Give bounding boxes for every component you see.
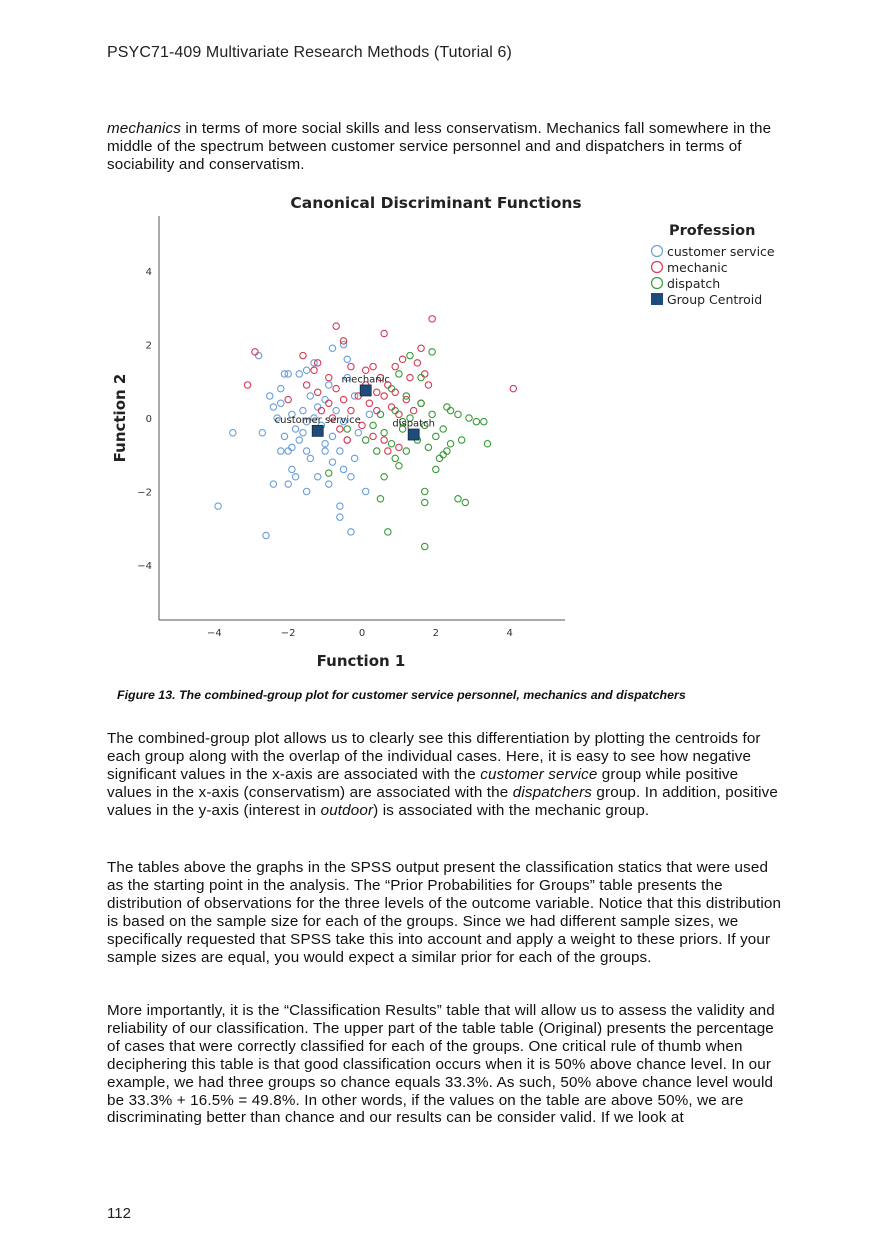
data-point (289, 444, 295, 450)
x-tick-label: −4 (206, 628, 222, 639)
data-point (414, 360, 420, 366)
chart-legend (651, 223, 775, 307)
centroid-label: customer service (274, 414, 361, 426)
data-point (433, 433, 439, 439)
data-point (436, 455, 442, 461)
data-point (440, 426, 446, 432)
data-point (300, 429, 306, 435)
x-tick-label: 0 (358, 628, 366, 639)
data-point (278, 400, 284, 406)
chart-title: Canonical Discriminant Functions (290, 194, 582, 212)
data-point (337, 448, 343, 454)
page-header: PSYC71-409 Multivariate Research Methods (Tutorial 6) (107, 44, 512, 61)
legend-marker (652, 262, 663, 273)
data-point (303, 367, 309, 373)
data-point (418, 374, 424, 380)
data-point (385, 529, 391, 535)
y-tick-label: 4 (145, 267, 152, 279)
data-point (422, 371, 428, 377)
data-point (374, 407, 380, 413)
data-point (455, 496, 461, 502)
data-point (466, 415, 472, 421)
data-point (381, 437, 387, 443)
data-point (425, 382, 431, 388)
data-point (285, 448, 291, 454)
data-point (337, 426, 343, 432)
data-point (259, 429, 265, 435)
data-point (285, 396, 291, 402)
data-point (326, 400, 332, 406)
data-point (348, 529, 354, 535)
paragraph-prior-probabilities: The tables above the graphs in the SPSS output present the classification statics that were used as the starting point in the analysis. The “Prior Probabilities for Groups” table presents the distribution of observations for the three levels of the outcome variable. Notice that this distribution is based on the sample size for each of the groups. Since we had different sample sizes, we specifically requested that SPSS take this into account and apply a weight to these priors. If your sample sizes are equal, you would expect a similar prior for each of the groups. (107, 859, 782, 966)
data-point (289, 466, 295, 472)
legend-marker (651, 293, 663, 305)
x-tick-label: −2 (280, 628, 296, 639)
data-point (267, 393, 273, 399)
data-point (447, 441, 453, 447)
data-point (340, 396, 346, 402)
data-point (326, 374, 332, 380)
y-tick-label: 2 (145, 340, 152, 352)
page-number: 112 (107, 1205, 131, 1222)
data-point (322, 396, 328, 402)
data-point (396, 463, 402, 469)
data-point (303, 488, 309, 494)
data-point (303, 382, 309, 388)
data-point (510, 385, 516, 391)
data-point (344, 356, 350, 362)
data-point (392, 389, 398, 395)
legend-entry: dispatch (667, 276, 721, 291)
data-point (429, 349, 435, 355)
data-point (355, 429, 361, 435)
x-tick-label: 2 (432, 628, 440, 639)
data-point (444, 448, 450, 454)
legend-entry: mechanic (667, 260, 728, 275)
data-point (429, 411, 435, 417)
data-point (473, 418, 479, 424)
data-point (418, 400, 424, 406)
data-point (337, 514, 343, 520)
discriminant-plot-figure (107, 186, 787, 676)
data-point (385, 448, 391, 454)
data-point (374, 448, 380, 454)
text-run: group. In addition, positive values in the y-axis (interest in (107, 783, 778, 819)
italic-term: mechanics (107, 120, 181, 137)
data-point (422, 543, 428, 549)
data-point (396, 444, 402, 450)
italic-term: customer service (480, 765, 598, 783)
data-point (300, 352, 306, 358)
data-point (322, 448, 328, 454)
data-point (481, 418, 487, 424)
data-point (230, 429, 236, 435)
data-point (362, 488, 368, 494)
y-tick-label: 0 (145, 414, 152, 425)
data-point (388, 385, 394, 391)
data-point (329, 433, 335, 439)
legend-entry: customer service (667, 244, 775, 259)
data-point (455, 411, 461, 417)
text-run: The combined-group plot allows us to clearly see this differentiation by plotting the centroids for each group along with the overlap of the individual cases. Here, it is easy to see how negative significant values in the x-axis are associated with the (107, 730, 761, 783)
x-axis-label: Function 1 (316, 652, 406, 670)
data-point (315, 404, 321, 410)
text-run: group while positive values in the x-axis (conservatism) are associated with the (107, 765, 739, 801)
data-point (344, 437, 350, 443)
data-point (377, 411, 383, 417)
data-point (348, 474, 354, 480)
data-point (381, 429, 387, 435)
data-point (344, 426, 350, 432)
data-point (300, 407, 306, 413)
legend-entry: Group Centroid (667, 292, 763, 307)
data-point (388, 441, 394, 447)
data-point (392, 455, 398, 461)
data-point (462, 499, 468, 505)
text-run: ) is associated with the mechanic group. (373, 801, 650, 819)
data-point (244, 382, 250, 388)
centroid-label: mechanic (341, 374, 390, 386)
data-point (278, 448, 284, 454)
data-points (215, 316, 517, 550)
figure-caption: Figure 13. The combined-group plot for customer service personnel, mechanics and dispatchers (117, 688, 686, 702)
data-point (326, 382, 332, 388)
data-point (458, 437, 464, 443)
data-point (370, 422, 376, 428)
data-point (351, 455, 357, 461)
data-point (318, 407, 324, 413)
data-point (366, 400, 372, 406)
data-point (322, 441, 328, 447)
data-point (396, 371, 402, 377)
data-point (263, 532, 269, 538)
data-point (444, 404, 450, 410)
data-point (285, 481, 291, 487)
data-point (292, 426, 298, 432)
data-point (333, 407, 339, 413)
data-point (296, 371, 302, 377)
legend-marker (652, 246, 663, 257)
data-point (348, 363, 354, 369)
paragraph-combined-plot (107, 730, 787, 820)
group-centroid-marker (312, 425, 323, 436)
data-point (307, 393, 313, 399)
data-point (337, 503, 343, 509)
data-point (370, 433, 376, 439)
data-point (252, 349, 258, 355)
x-tick-label: 4 (506, 628, 513, 639)
data-point (407, 352, 413, 358)
data-point (307, 455, 313, 461)
data-point (270, 404, 276, 410)
data-point (440, 452, 446, 458)
y-axis-label: Function 2 (111, 373, 129, 463)
data-point (381, 393, 387, 399)
data-point (407, 374, 413, 380)
italic-term: dispatchers (512, 783, 593, 801)
italic-term: outdoor (320, 801, 374, 819)
data-point (362, 437, 368, 443)
data-point (374, 389, 380, 395)
group-centroid-marker (408, 429, 419, 440)
text-run: in terms of more social skills and less conservatism. Mechanics fall somewhere in the middle of the spectrum between customer service personnel and and dispatchers in terms of sociability and conservatism. (107, 120, 772, 173)
y-tick-labels (137, 267, 152, 572)
centroid-label: dispatch (392, 418, 435, 430)
y-tick-label: −2 (137, 487, 152, 499)
data-point (381, 330, 387, 336)
data-point (433, 466, 439, 472)
data-point (255, 352, 261, 358)
data-point (292, 474, 298, 480)
x-tick-labels (207, 628, 513, 639)
data-point (399, 356, 405, 362)
data-point (278, 385, 284, 391)
data-point (215, 503, 221, 509)
data-point (447, 407, 453, 413)
data-point (484, 441, 490, 447)
scatter-plot (107, 186, 787, 676)
data-point (366, 411, 372, 417)
data-point (303, 448, 309, 454)
data-point (281, 433, 287, 439)
data-point (425, 444, 431, 450)
data-point (296, 437, 302, 443)
data-point (429, 316, 435, 322)
y-tick-label: −4 (137, 560, 152, 572)
paragraph-intro (107, 120, 787, 174)
data-point (422, 488, 428, 494)
data-point (315, 474, 321, 480)
data-point (329, 459, 335, 465)
data-point (388, 404, 394, 410)
data-point (333, 323, 339, 329)
data-point (410, 407, 416, 413)
data-point (392, 407, 398, 413)
data-point (370, 363, 376, 369)
data-point (392, 363, 398, 369)
data-point (381, 474, 387, 480)
data-point (326, 481, 332, 487)
data-point (418, 345, 424, 351)
data-point (403, 448, 409, 454)
legend-marker (652, 278, 663, 289)
data-point (326, 470, 332, 476)
data-point (377, 496, 383, 502)
data-point (340, 466, 346, 472)
data-point (311, 367, 317, 373)
data-point (362, 367, 368, 373)
data-point (333, 385, 339, 391)
group-centroid-marker (360, 385, 371, 396)
data-point (422, 499, 428, 505)
data-point (329, 345, 335, 351)
legend-title: Profession (669, 223, 756, 239)
paragraph-classification-results: More importantly, it is the “Classification Results” table that will allow us to assess the validity and reliability of our classification. The upper part of the table table (Original) presents the percentage of cases that were correctly classified for each of the groups. One critical rule of thumb when deciphering this table is that good classification occurs when it is 50% above chance level. In our example, we had three groups so chance equals 33.3%. As such, 50% above chance level would be 33.3% + 16.5% = 49.8%. In other words, if the values on the table are above 50%, we are discriminating better than chance and our results can be consider valid. If we look at (107, 1002, 775, 1127)
data-point (270, 481, 276, 487)
data-point (396, 411, 402, 417)
data-point (315, 389, 321, 395)
data-point (348, 407, 354, 413)
